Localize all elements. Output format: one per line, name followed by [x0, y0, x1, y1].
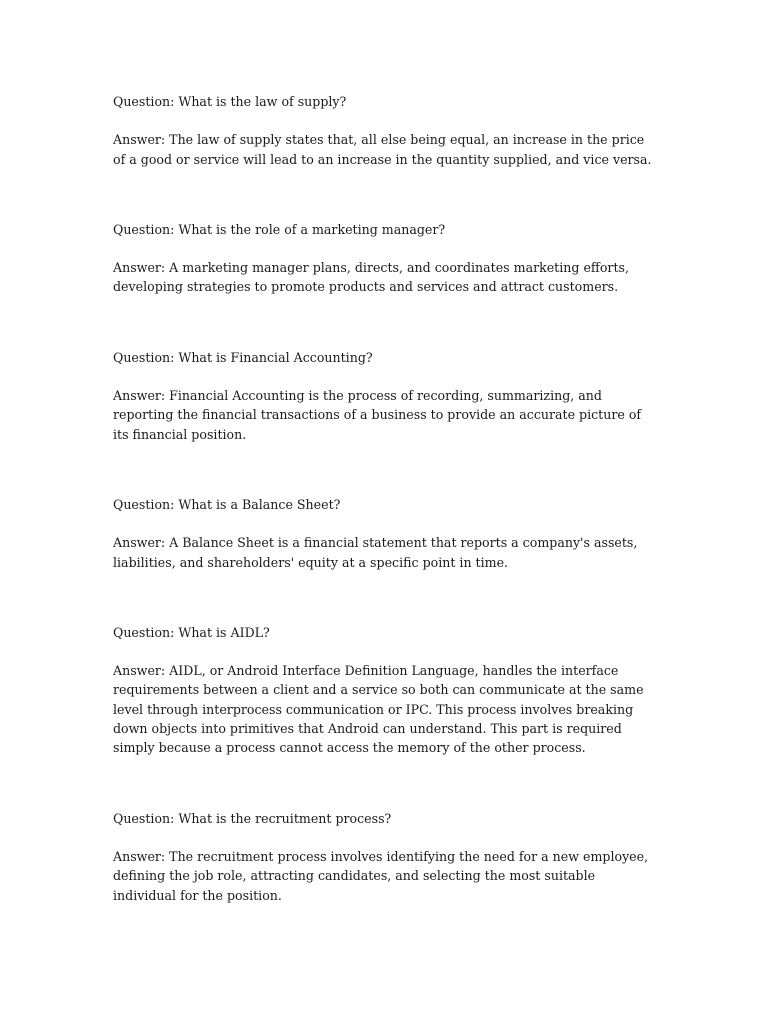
- qa-block-law-of-supply: [113, 92, 658, 169]
- answer-text: Answer: The recruitment process involves identifying the need for a new employee, defining the job role, attracting candidates, and selecting the most suitable individual for the position.: [113, 848, 649, 903]
- answer-text: Answer: A marketing manager plans, directs, and coordinates marketing efforts, developing strategies to promote products and services and attract customers.: [113, 260, 629, 295]
- question-text: Question: What is Financial Accounting?: [113, 349, 373, 365]
- question-text: Question: What is the law of supply?: [113, 94, 347, 109]
- qa-block-recruitment-process: [113, 809, 658, 905]
- question-text: Question: What is AIDL?: [113, 624, 270, 640]
- question-text: Question: What is the role of a marketing manager?: [113, 221, 446, 237]
- question-text: Question: What is a Balance Sheet?: [113, 496, 341, 512]
- qa-block-marketing-manager: [113, 220, 658, 297]
- answer-text: Answer: The law of supply states that, all else being equal, an increase in the price of a good or service will lead to an increase in the quantity supplied, and vice versa.: [113, 132, 652, 167]
- qa-block-financial-accounting: [113, 348, 658, 444]
- answer-text: Answer: A Balance Sheet is a financial statement that reports a company's assets, liabilities, and shareholders' equity at a specific point in time.: [113, 535, 638, 570]
- qa-block-balance-sheet: [113, 495, 658, 572]
- answer-text: Answer: Financial Accounting is the process of recording, summarizing, and reporting the financial transactions of a business to provide an accurate picture of its financial position.: [113, 388, 642, 442]
- qa-block-aidl: [113, 623, 658, 758]
- answer-text: Answer: AIDL, or Android Interface Definition Language, handles the interface requirements between a client and a service so both can communicate at the same level through interprocess communication or IPC. This process involves breaking down objects into primitives that Android can understand. This part is required simply because a process cannot access the memory of the other process.: [113, 663, 644, 756]
- question-text: Question: What is the recruitment process?: [113, 810, 392, 826]
- document-page: [113, 92, 658, 905]
